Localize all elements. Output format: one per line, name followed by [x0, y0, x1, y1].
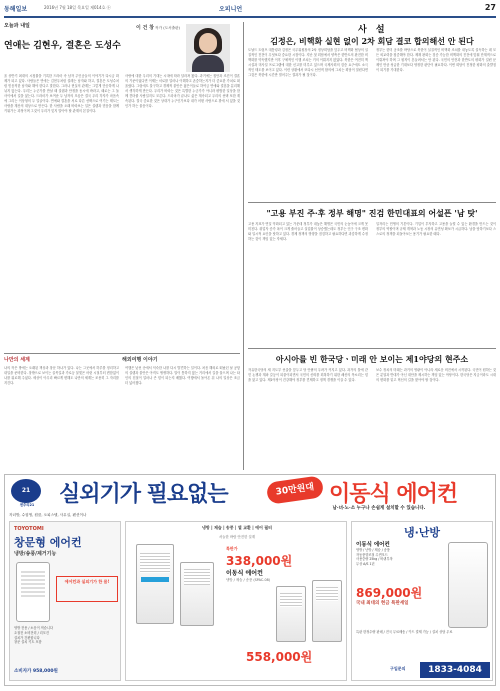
phone-label: 구입문의	[390, 666, 406, 671]
aircon-unit-image	[136, 544, 174, 624]
box1-brand: TOYOTOMI	[14, 526, 44, 532]
product-name-1: 이동식 에어컨	[226, 570, 263, 577]
sub-columns	[4, 356, 240, 470]
editorial-headline-3: 아시아를 빈 한국당ㆍ미래 안 보이는 제1야당의 현주소	[275, 354, 469, 364]
box1-features	[14, 626, 118, 645]
page-number: 27	[484, 3, 496, 12]
box1-subtitle: 냉방/송풍/제거기능	[14, 551, 57, 557]
unit-grille	[316, 587, 338, 601]
phone-number[interactable]: 1833-4084	[420, 662, 490, 678]
feature-item: 초절전 소비전력 / 리모컨	[14, 630, 49, 635]
ad-tagline: 남·녀·노·소 누구나 손쉽게 설치할 수 있습니다.	[332, 506, 426, 511]
box2-caption: 서늘한 바람 안전한 설계	[219, 535, 255, 539]
window-aircon-box	[9, 521, 121, 681]
unit-grille	[184, 569, 210, 585]
window-aircon-image	[16, 562, 50, 622]
editorial-3-body-left: 자유한국당의 새 지도부 선출을 앞두고 당 안팎의 우려가 커지고 있다. 과거의 틀에 갇힌 논쟁과 계파 갈등이 되풀이되면서 국민의 신뢰를 회복하기 위한 쇄신의 목소리는 힘을 잃고 있다. 제1야당이 건강해야 정부를 견제하고 정책 경쟁을 이끌 수 있다.	[248, 368, 368, 382]
editorial-3-body-right: 보수 정치의 미래는 과거의 영광이 아니라 새로운 비전에서 시작된다. 국민이 원하는 것은 분열과 반대가 아닌 대안을 제시하는 책임 있는 야당이다. 한국당은 지금이라도 시대의 변화를 읽고 혁신의 길을 찾아야 할 것이다.	[376, 368, 496, 382]
sub-column-body-right: 여행은 낯선 곳에서 익숙한 나를 다시 발견하는 일이다. 처음 해외로 떠났던 날 공항의 설렘과 불안은 아직도 생생하다. 말이 통하지 않는 거리에서 길을 물으며 나는 타인의 친절이 얼마나 큰 힘이 되는지 배웠다. 여행에서 돌아온 뒤 나의 일상은 조금 더 넓어졌다.	[125, 366, 240, 385]
unit-grille	[280, 593, 302, 607]
sub-column-body-left: 나의 작은 방에는 오래된 책상과 창문 하나가 있다. 나는 그곳에서 하루를 정리하고 내일을 준비한다. 창밖으로 보이는 골목길과 가로등 불빛은 어린 시절부터 변함없이 나를 위로해 주었다. 세상이 아무리 빠르게 변해도 나만의 세계는 조용히 그 자리를 지킨다.	[4, 366, 119, 385]
page-header	[4, 4, 496, 18]
editorial-1-body-left: 도날드 트럼프 대통령과 김정은 국무위원장의 2차 정상회담을 앞두고 비핵화 협상의 실질적인 진전이 무엇보다 중요한 시점이다. 지난 첫 회담에서 양측은 한반도의 완전한 비핵화를 약속했지만 이후 구체적인 이행 조치는 거의 이뤄지지 않았다. 북한은 여전히 핵 시설과 미사일 프로그램에 대한 신고를 미루고 있으며 국제사회의 검증 요구에도 소극적인 태도를 보이고 있다. 이런 상황에서 또다시 선언적 합의에 그치는 회담이 열린다면 그것은 북한에 시간만 벌어주는 결과가 될 것이다.	[248, 48, 368, 77]
box3-title: 냉·난방	[403, 526, 441, 539]
section-title: 오피니언	[219, 6, 243, 13]
portrait-face	[199, 33, 217, 53]
sub-column-title: 나만의 세계	[4, 357, 30, 363]
price-badge: 30만원대	[266, 475, 325, 505]
feature-item: 설치가 간편합니다	[14, 635, 40, 640]
editorial-1-body-right: 정부는 한미 공조를 바탕으로 북한이 실질적인 비핵화 조치를 내놓도록 설득하는 데 모든 외교력을 집중해야 한다. 제재 완화는 검증 가능한 비핵화의 진전에 맞춰 단계적으로 이뤄져야 하며 그 원칙이 흔들려서는 안 된다. 국민의 안전과 한반도의 평화가 걸린 문제인 만큼 성급한 기대보다 냉정한 판단이 필요하다. 이번 회담이 진정한 평화의 출발점이 되기를 기대한다.	[376, 48, 496, 72]
box3-price: 869,000원	[356, 586, 423, 600]
unit-grille	[21, 571, 45, 599]
aircon-unit-image	[448, 542, 488, 628]
feature-item: 자동풍향조절 수면모드	[356, 552, 388, 557]
column-label: 오늘과 내일	[4, 23, 30, 29]
heat-cool-aircon-box	[351, 521, 493, 681]
author-name: 이 건 창	[136, 25, 154, 31]
editorial-2-body-left: 고용 지표가 연일 악화되고 있는 가운데 정부가 내놓은 해명은 국민의 눈높이에 크게 못 미친다. 취업자 증가 폭이 크게 줄어들고 실업률이 상승했는데도 정부는 인구 구조 변화와 일시적 요인을 탓하고 있다. 경제 정책의 방향을 점검하고 필요하다면 과감하게 수정하는 것이 책임 있는 자세다.	[248, 222, 368, 241]
ad-product-title: 이동식 에어컨	[329, 482, 458, 507]
author-role: 작가 (도서출판)	[155, 26, 180, 30]
editorial-label: 사 설	[358, 25, 388, 35]
paper-name: 동해일보	[4, 6, 28, 13]
divider	[248, 202, 496, 203]
column-body-right: 사랑에 대한 우리의 기대는 시대에 따라 달라져 왔다. 과거에는 집안과 조건이 결혼의 기준이었다면 이제는 서로를 얼마나 이해하고 존중하는지가 더 중요한 가치로 떠올랐다. 그럼에도 불구하고 경제적 불안은 젊은이들로 하여금 연애와 결혼을 분리해서 생각하게 만든다. 우리가 바라는 것은 특별한 누군가가 아니라 평범한 일상을 함께 견뎌줄 사람일지도 모른다. 드라마가 끝나도 삶은 계속되고 우리의 선택 또한 계속된다. 결국 중요한 것은 상대가 누구인가보다 내가 어떤 사람으로 곁에 서 있을 것인가 하는 물음이다.	[125, 74, 240, 108]
editorial-2-body-right: 일자리는 민생의 기본이다. 기업이 투자하고 고용을 늘릴 수 있는 환경을 만드는 것이 정부의 역할이며 규제 개혁과 노동 시장의 유연성 확보가 시급하다. 남을 탓하기보다 스스로의 정책을 되돌아보는 용기가 필요한 때다.	[376, 222, 496, 236]
unit-grille	[140, 553, 170, 573]
author-portrait	[186, 24, 230, 72]
feature-item: 창문 설치 키트 포함	[14, 640, 42, 645]
ad-banner	[5, 475, 495, 507]
sub-column-title-2: 해외여행 이야기	[122, 357, 158, 363]
unit-panel	[141, 577, 169, 582]
sale-label: 특판가	[226, 546, 238, 551]
aircon-advertisement	[4, 474, 496, 686]
store-logo: 21	[11, 479, 41, 503]
portrait-body	[192, 55, 224, 72]
feature-item: 무상 A/S 1년	[356, 561, 375, 566]
box2-keywords: 냉방 | 제습 | 송풍 | 열 교환 | 에어 필터	[201, 525, 272, 530]
portable-aircon-box	[125, 521, 347, 681]
divider	[4, 353, 240, 354]
box1-title: 창문형 에어컨	[14, 536, 82, 549]
box3-features	[356, 548, 442, 566]
box3-info: 특판 한정수량 판매 / 전국 무료배송 / 카드 결제 가능 / 설치 상담 무료	[356, 630, 453, 634]
editorial-section	[248, 22, 496, 470]
column-headline: 연애는 김현우, 결혼은 도성수	[4, 41, 121, 51]
box3-promo: 국내 최대의 현금 특판세일	[356, 601, 409, 606]
column-author	[136, 24, 180, 31]
aircon-unit-image	[180, 562, 214, 626]
box3-subtitle: 이동식 에어컨	[356, 542, 390, 548]
feature-item: 사용중량 25kg / 바퀴부착	[356, 557, 393, 562]
divider	[248, 348, 496, 349]
product-model-1: 냉방 / 제습 / 송풍 (SPAC-08)	[226, 578, 271, 582]
issue-date: 2016년 7월 18일 목요일 제014호 ㊉	[44, 5, 111, 10]
price-1: 338,000원	[226, 554, 293, 568]
price-2: 558,000원	[246, 650, 313, 664]
aircon-unit-image	[312, 580, 342, 642]
ad-keywords: 자녀방, 수험생, 원룸, 오피스텔, 사무실, 펜션이나	[9, 513, 87, 517]
feature-item: 냉방 전용 / 소음이 적습니다	[14, 626, 53, 630]
ad-slogan: 실외기가 필요없는	[59, 482, 228, 507]
column-divider	[243, 22, 244, 470]
editorial-headline-2: "고용 부진 주·후 정부 해명" 진검 한민대표의 어설픈 '남 탓'	[266, 208, 478, 218]
opinion-column	[4, 22, 240, 352]
editorial-headline-1: 김정은, 비핵화 실현 없이 2차 회담 결코 합의해선 안 된다	[270, 36, 474, 46]
aircon-unit-image	[276, 586, 306, 642]
box1-callout: 에어컨과 실외기가 한 몸!	[56, 576, 118, 602]
store-name: 센추리21	[19, 503, 35, 507]
feature-item: 냉방 / 난방 / 제습 / 송풍	[356, 548, 390, 552]
column-body-left: 올 상반기 최대의 시청률을 기록한 드라마 속 남자 주인공들의 이야기가 다시금 화제가 되고 있다. 사람들은 연애는 김현우처럼 설레는 남자와 하고, 결혼은 도성수처럼 믿음직한 남자와 해야 한다고 말한다. 그러나 현실의 관계는 그렇게 단순하게 나뉘지 않는다. 우리는 누군가를 만날 때 설렘과 안정을 동시에 바라고, 때로는 그 둘 사이에서 길을 잃는다. 드라마가 보여준 두 남자의 모습은 결국 우리 각자가 마음속에 그리는 이상형의 두 얼굴이다. 연애와 결혼을 서로 다른 선택으로 여기는 태도는 사랑을 계산의 대상으로 만든다. 한 사람을 오래 바라보는 일은 설렘과 믿음을 함께 키워가는 과정이며 그것이 우리가 잊지 말아야 할 관계의 본질이다.	[4, 74, 119, 113]
box1-price: 소비자가 958,000원	[14, 669, 58, 674]
